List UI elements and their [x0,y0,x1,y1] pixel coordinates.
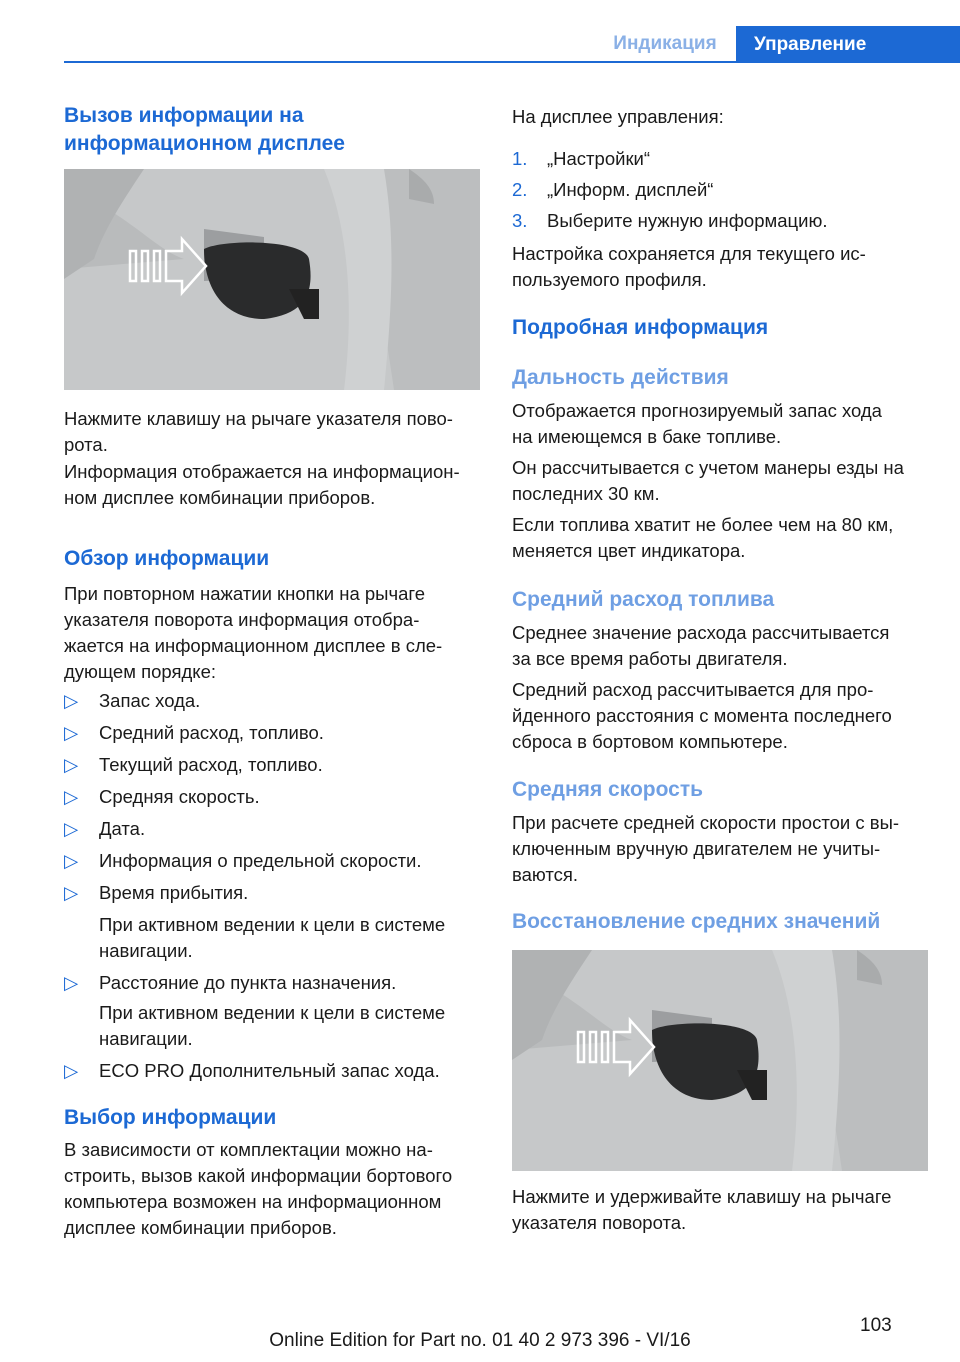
paragraph [512,241,928,293]
lever-illustration [512,950,928,1171]
text-line: Среднее значение расхода рассчитывается [512,622,890,643]
list-item-note [99,912,479,964]
triangle-bullet-icon: ▷ [64,786,79,807]
text-line: строить, вызов какой информации бортового [64,1165,453,1186]
text-line: ваются. [512,864,579,885]
list-item-text: Время прибытия. [99,882,249,903]
paragraph [64,459,480,511]
subsection-heading: Восстановление средних значений [512,910,881,933]
text-line: жается на информационном дисплее в сле- [64,635,443,656]
text-line: йденного расстояния с момента последнего [512,705,892,726]
text-line: компьютера возможен на информационном [64,1191,442,1212]
edition-footer: Online Edition for Part no. 01 40 2 973 396 - VI/16 [269,1330,691,1351]
list-item-text: Средняя скорость. [99,786,260,807]
triangle-bullet-icon: ▷ [64,1060,79,1081]
image-caption [64,406,480,458]
paragraph [512,512,928,564]
text-line: Если топлива хватит не более чем на 80 км, [512,514,894,535]
text-line: пользуемого профиля. [512,269,707,290]
text-line: Средний расход рассчитывается для про- [512,679,874,700]
list-item-text: ECO PRO Дополнительный запас хода. [99,1060,440,1081]
list-item-text: Расстояние до пункта назначения. [99,972,397,993]
text-line: Отображается прогнозируемый запас хода [512,400,882,421]
list-item-text: Текущий расход, топливо. [99,754,323,775]
text-line: за все время работы двигателя. [512,648,788,669]
text-line: сброса в бортовом компьютере. [512,731,788,752]
text-line: Информация отображается на информацион- [64,461,460,482]
triangle-bullet-icon: ▷ [64,690,79,711]
tab-indication[interactable]: Индикация [613,32,717,54]
section-heading: Вызов информации на информационном дисплее [64,104,345,155]
step-number: 2. [512,179,528,200]
list-item-note [99,1000,479,1052]
text-line: указателя поворота информация отобра- [64,609,420,630]
list-item-text: Запас хода. [99,690,201,711]
header-rule [64,61,960,63]
paragraph [512,810,928,888]
text-line: дисплее комбинации приборов. [64,1217,337,1238]
triangle-bullet-icon: ▷ [64,754,79,775]
caption-line: Нажмите клавишу на рычаге указателя пово- [64,408,453,429]
paragraph [512,677,928,755]
paragraph: На дисплее управления: [512,106,724,127]
text-line: ключенным вручную двигателем не учиты- [512,838,881,859]
text-line: При повторном нажатии кнопки на рычаге [64,583,426,604]
subsection-heading: Средняя скорость [512,778,704,801]
list-item-text: Дата. [99,818,146,839]
text-line: При активном ведении к цели в системе [99,914,446,935]
paragraph [64,1137,480,1241]
step-text: Выберите нужную информацию. [547,210,828,231]
paragraph [512,620,928,672]
text-line: на имеющемся в баке топливе. [512,426,782,447]
text-line: навигации. [99,1028,193,1049]
text-line: Настройка сохраняется для текущего ис- [512,243,866,264]
triangle-bullet-icon: ▷ [64,818,79,839]
list-item-text: Средний расход, топливо. [99,722,324,743]
turn-signal-lever-image [512,950,928,1171]
caption-line: рота. [64,434,108,455]
text-line: дующем порядке: [64,661,217,682]
paragraph [512,455,928,507]
text-line: ном дисплее комбинации приборов. [64,487,376,508]
section-heading: Выбор информации [64,1106,277,1129]
image-caption [512,1184,928,1236]
list-item-text: Информация о предельной скорости. [99,850,422,871]
triangle-bullet-icon: ▷ [64,850,79,871]
section-heading: Подробная информация [512,316,769,339]
text-line: Он рассчитывается с учетом манеры езды на [512,457,904,478]
triangle-bullet-icon: ▷ [64,722,79,743]
step-number: 3. [512,210,528,231]
text-line: навигации. [99,940,193,961]
step-number: 1. [512,148,528,169]
triangle-bullet-icon: ▷ [64,972,79,993]
step-text: „Информ. дисплей“ [547,179,714,200]
step-text: „Настройки“ [547,148,651,169]
section-heading: Обзор информации [64,547,270,570]
text-line: При расчете средней скорости простои с вы- [512,812,900,833]
turn-signal-lever-image [64,169,480,390]
text-line: При активном ведении к цели в системе [99,1002,446,1023]
paragraph [512,398,928,450]
caption-line: Нажмите и удерживайте клавишу на рычаге [512,1186,892,1207]
text-line: меняется цвет индикатора. [512,540,746,561]
triangle-bullet-icon: ▷ [64,882,79,903]
paragraph [64,581,480,685]
tab-controls[interactable]: Управление [736,26,960,63]
subsection-heading: Средний расход топлива [512,588,775,611]
caption-line: указателя поворота. [512,1212,687,1233]
page-number: 103 [860,1315,892,1336]
lever-illustration [64,169,480,390]
subsection-heading: Дальность действия [512,366,729,389]
text-line: последних 30 км. [512,483,660,504]
text-line: В зависимости от комплектации можно на- [64,1139,433,1160]
